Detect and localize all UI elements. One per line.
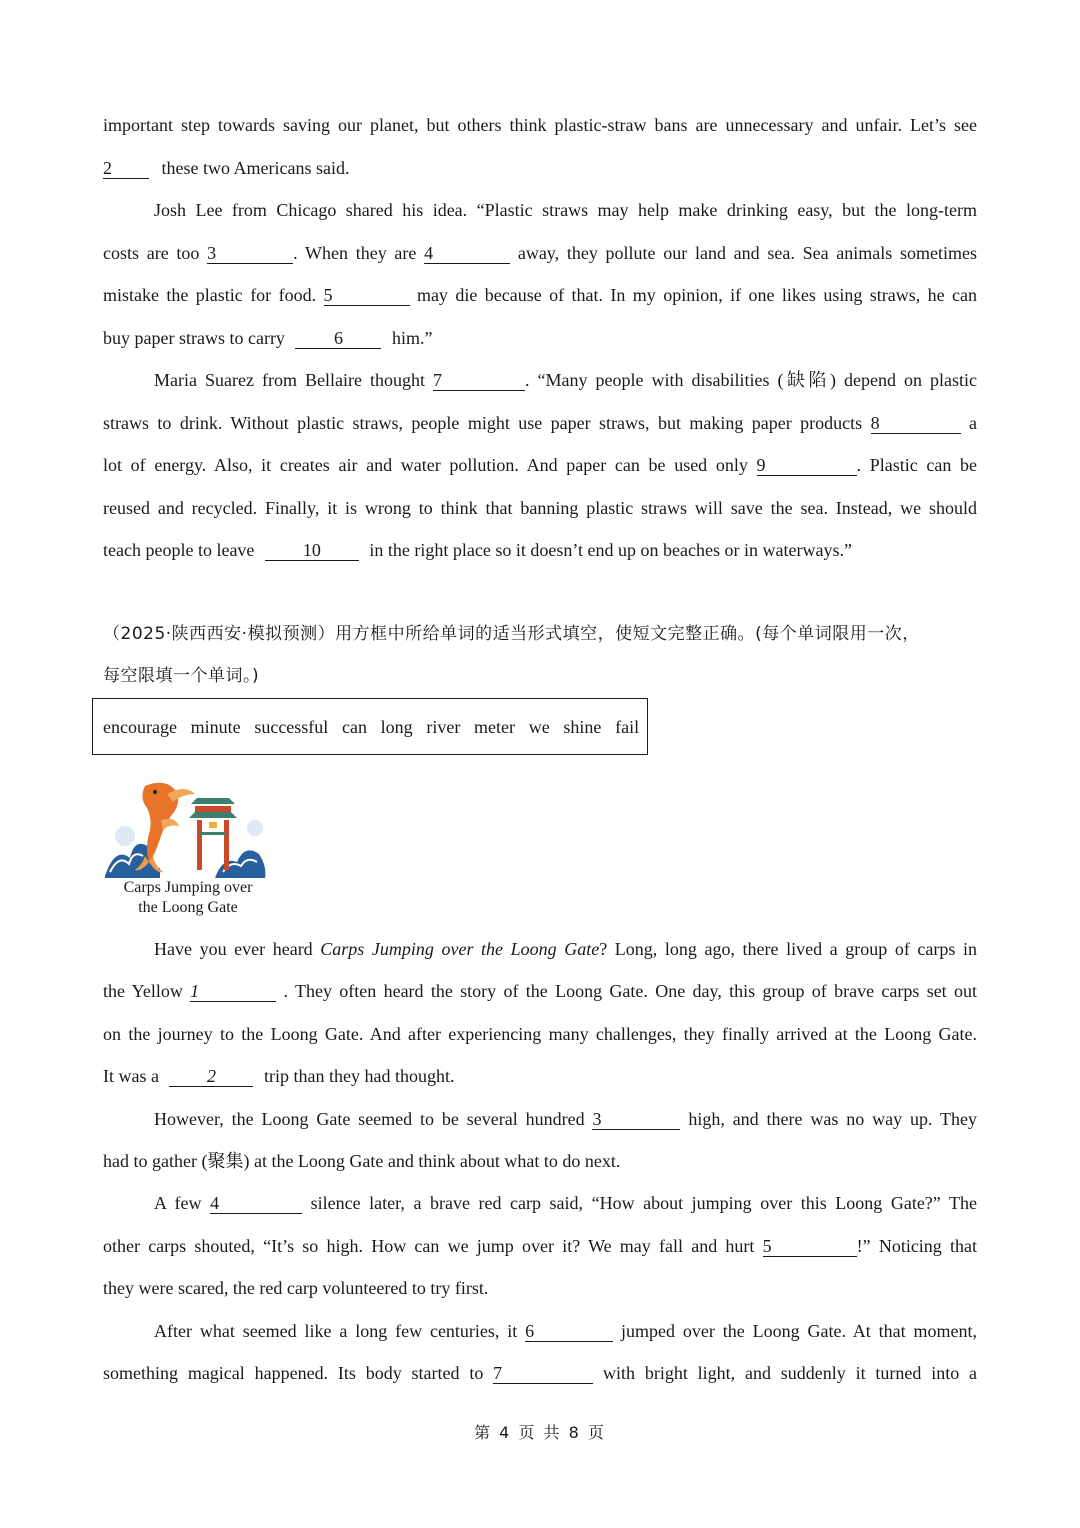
text: in the right place so it doesn’t end up on beaches or in waterways.”	[369, 540, 852, 560]
answer-blank[interactable]: 6	[525, 1321, 613, 1342]
word-bank-item: fail	[615, 717, 640, 737]
word-bank-item: meter	[474, 717, 516, 737]
word-bank-item: can	[342, 717, 367, 737]
passage2-line	[103, 1064, 977, 1088]
passage2-line	[154, 1107, 977, 1131]
text: trip than they had thought.	[263, 1066, 455, 1086]
wave-right	[215, 850, 265, 878]
passage2-line	[103, 1022, 977, 1046]
text: other carps shouted, “It’s so high. How can we jump over it? We may fall and hurt	[103, 1236, 755, 1256]
paragraph-maria	[154, 368, 977, 392]
text: It was a	[103, 1066, 159, 1086]
answer-blank[interactable]: 2	[103, 158, 149, 179]
paragraph-josh	[103, 241, 977, 265]
answer-blank[interactable]: 9	[757, 455, 857, 476]
text: him.”	[391, 328, 433, 348]
answer-blank[interactable]: 1	[190, 981, 276, 1002]
word-bank-list	[103, 715, 639, 739]
paragraph-josh	[154, 198, 977, 222]
text: jumped over the Loong Gate. At that moment,	[621, 1321, 978, 1341]
answer-blank[interactable]: 8	[871, 413, 961, 434]
text: lot of energy. Also, it creates air and water pollution. And paper can be used only	[103, 455, 748, 475]
story-title: Carps Jumping over the Loong Gate	[320, 939, 600, 959]
text: away, they pollute our land and sea. Sea animals sometimes	[517, 243, 977, 263]
paragraph-maria	[103, 496, 977, 520]
text: with bright light, and suddenly it turned into a	[603, 1363, 978, 1383]
text: !” Noticing that	[856, 1236, 978, 1256]
answer-blank[interactable]: 3	[592, 1109, 680, 1130]
answer-blank[interactable]: 5	[324, 285, 410, 306]
paragraph-josh	[103, 283, 977, 307]
text: something magical happened. Its body started to	[103, 1363, 484, 1383]
text: . Plastic can be	[856, 455, 977, 475]
instruction-line	[103, 664, 977, 688]
text: silence later, a brave red carp said, “How about jumping over this Loong Gate?” The	[310, 1193, 977, 1213]
passage2-line	[103, 979, 977, 1003]
text: reused and recycled. Finally, it is wrong to think that banning plastic straws will save the sea. Instead, we should	[103, 498, 977, 518]
paragraph-maria	[103, 538, 977, 562]
word-bank-item: successful	[254, 717, 329, 737]
answer-blank[interactable]: 7	[433, 370, 525, 391]
text: had to gather (聚集) at the Loong Gate and think about what to do next.	[103, 1151, 621, 1171]
gate-icon	[189, 798, 237, 870]
text: （2025·陕西西安·模拟预测）用方框中所给单词的适当形式填空，使短文完整正确。(每个单词限用一次，	[103, 624, 920, 644]
text: the Yellow	[103, 981, 183, 1001]
answer-blank[interactable]: 10	[265, 540, 359, 561]
passage1-line	[103, 113, 977, 137]
passage1-line	[103, 156, 977, 180]
paragraph-josh	[103, 326, 977, 350]
text: costs are too	[103, 243, 200, 263]
word-bank-item: river	[426, 717, 461, 737]
word-bank-item: we	[528, 717, 550, 737]
text: teach people to leave	[103, 540, 255, 560]
text: on the journey to the Loong Gate. And after experiencing many challenges, they finally arrived at the Loong Gate.	[103, 1024, 977, 1044]
answer-blank[interactable]: 4	[424, 243, 510, 264]
word-bank-box	[92, 698, 648, 755]
answer-blank[interactable]: 2	[169, 1066, 253, 1087]
word-bank-item: minute	[190, 717, 241, 737]
text: Josh Lee from Chicago shared his idea. “Plastic straws may help make drinking easy, but the long-term	[154, 200, 977, 220]
text: . When they are	[293, 243, 417, 263]
passage2-line	[154, 937, 977, 961]
text: However, the Loong Gate seemed to be several hundred	[154, 1109, 585, 1129]
passage2-line	[103, 1361, 977, 1385]
carp-loong-gate-illustration	[105, 776, 267, 878]
text: Maria Suarez from Bellaire thought	[154, 370, 425, 390]
passage2-line	[154, 1191, 977, 1215]
word-bank-item: long	[380, 717, 413, 737]
text: After what seemed like a long few centuries, it	[154, 1321, 518, 1341]
word-bank-item: encourage	[103, 717, 177, 737]
text: 每空限填一个单词。)	[103, 666, 260, 686]
text: these two Americans said.	[161, 158, 350, 178]
passage2-line	[103, 1276, 977, 1300]
text: . “Many people with disabilities (缺陷) depend on plastic	[524, 370, 977, 390]
text: may die because of that. In my opinion, if one likes using straws, he can	[416, 285, 978, 305]
passage2-line	[154, 1319, 977, 1343]
answer-blank[interactable]: 5	[763, 1236, 857, 1257]
text: ? Long, long ago, there lived a group of carps in	[599, 939, 977, 959]
text: high, and there was no way up. They	[688, 1109, 978, 1129]
passage2-line	[103, 1234, 977, 1258]
answer-blank[interactable]: 6	[295, 328, 381, 349]
text: Have you ever heard	[154, 939, 313, 959]
text: important step towards saving our planet, but others think plastic-straw bans are unnecessary and unfair. Let’s see	[103, 115, 977, 135]
paragraph-maria	[103, 453, 977, 477]
instruction-line	[103, 622, 977, 646]
illustration-caption	[108, 898, 268, 918]
text: they were scared, the red carp volunteered to try first.	[103, 1278, 489, 1298]
page-number-footer: 第 4 页 共 8 页	[474, 1423, 606, 1442]
text: mistake the plastic for food.	[103, 285, 317, 305]
text: the Loong Gate	[138, 899, 238, 916]
answer-blank[interactable]: 4	[210, 1193, 302, 1214]
illustration-caption	[108, 878, 268, 898]
text: A few	[154, 1193, 202, 1213]
word-bank-item: shine	[563, 717, 602, 737]
text: buy paper straws to carry	[103, 328, 285, 348]
text: a	[969, 413, 978, 433]
paragraph-maria	[103, 411, 977, 435]
text: Carps Jumping over	[123, 879, 253, 896]
answer-blank[interactable]: 7	[493, 1363, 593, 1384]
passage2-line	[103, 1149, 977, 1173]
text: straws to drink. Without plastic straws, people might use paper straws, but making paper products	[103, 413, 863, 433]
text: . They often heard the story of the Loong Gate. One day, this group of brave carps set out	[283, 981, 978, 1001]
answer-blank[interactable]: 3	[207, 243, 293, 264]
